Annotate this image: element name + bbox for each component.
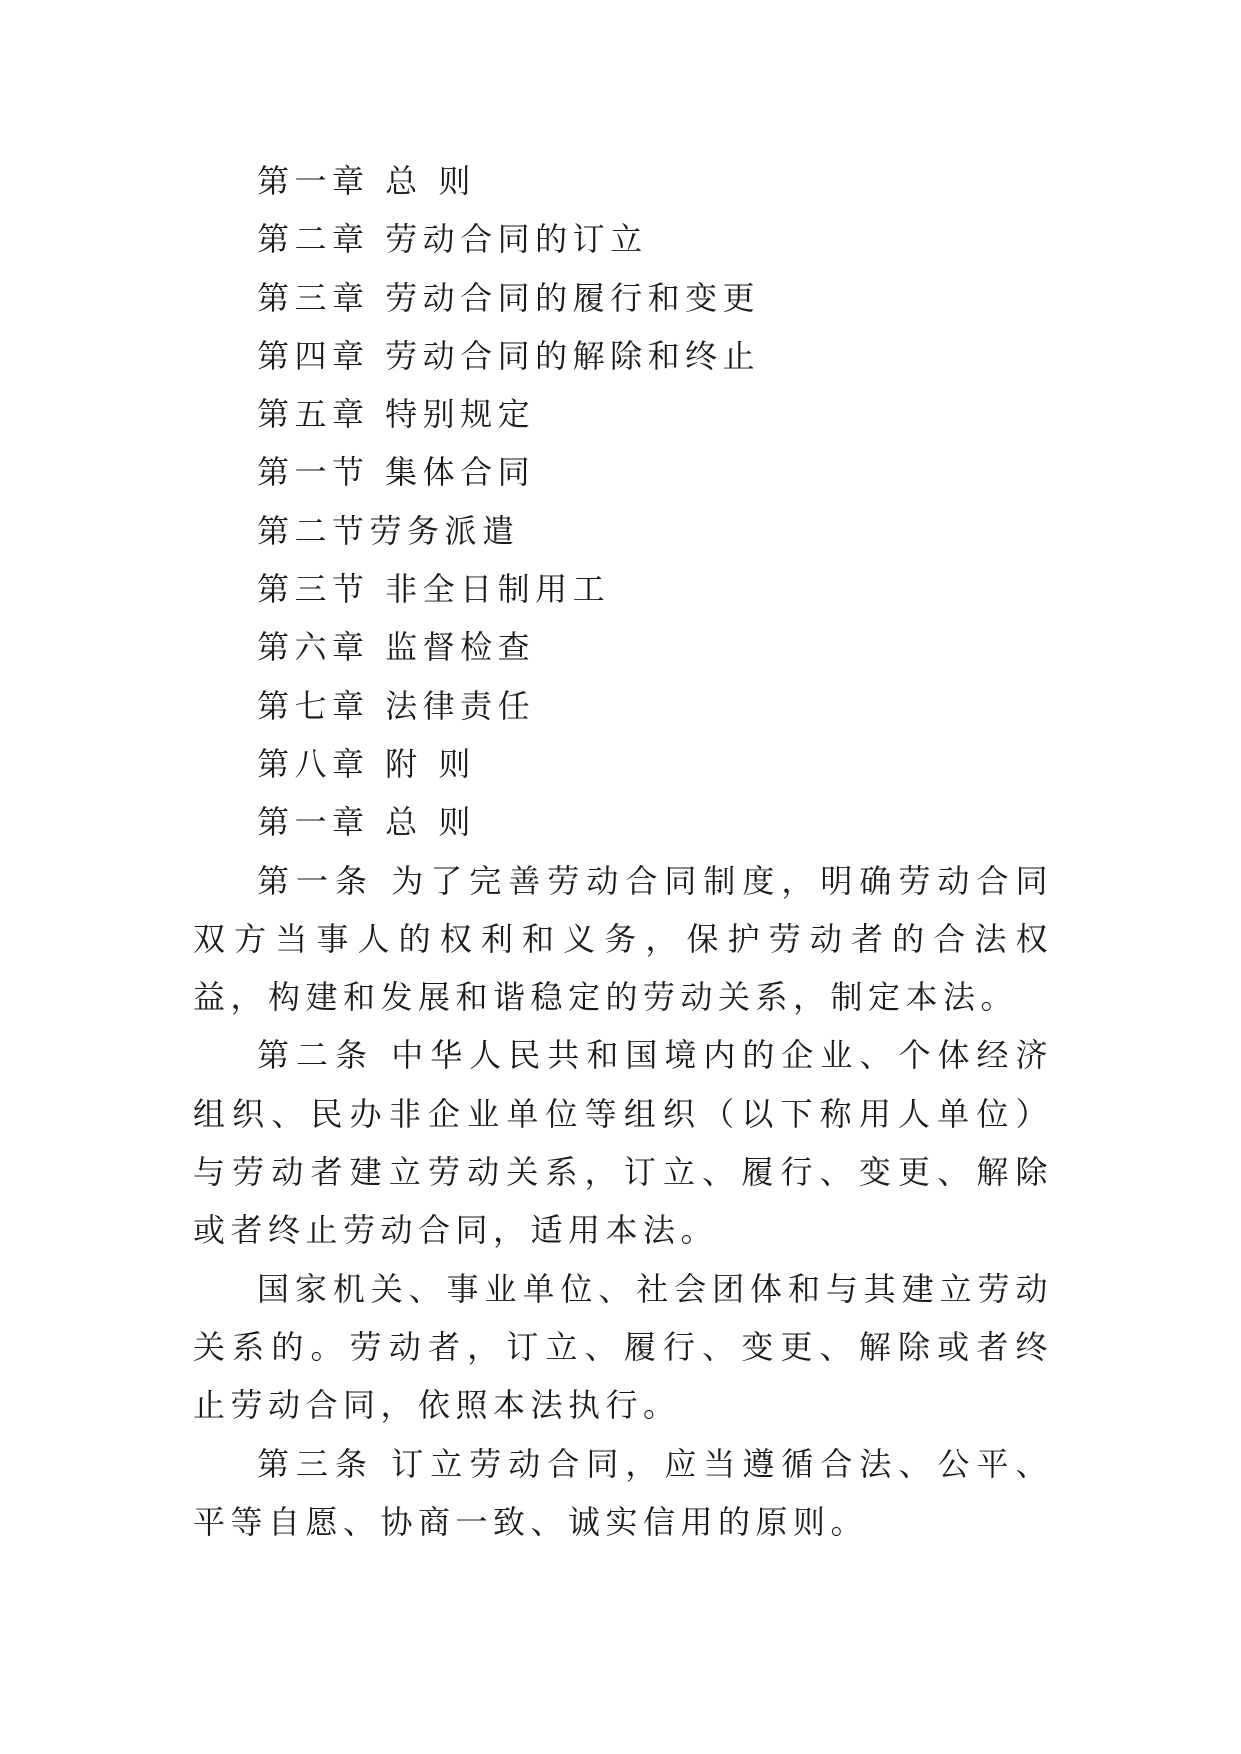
toc-entry: 第五章 特别规定: [257, 395, 536, 434]
toc-entry: 第八章 附 则: [257, 744, 476, 783]
toc-entry: 第一章 总 则: [257, 162, 476, 200]
toc-entry: 第二章 劳动合同的订立: [257, 220, 648, 259]
toc-entry: 第二节劳务派遣: [257, 511, 520, 550]
toc-entry: 第四章 劳动合同的解除和终止: [257, 336, 761, 375]
article-paragraph: 第二条 中华人民共和国境内的企业、个体经济组织、民办非企业单位等组织（以下称用人单位）与劳动者建立劳动关系，订立、履行、变更、解除或者终止劳动合同，适用本法。: [193, 1036, 1053, 1250]
toc-entry: 第六章 监督检查: [257, 628, 536, 667]
article-paragraph: 国家机关、事业单位、社会团体和与其建立劳动关系的。劳动者，订立、履行、变更、解除或者终止劳动合同，依照本法执行。: [193, 1269, 1053, 1425]
document-body: [193, 152, 1053, 1551]
chapter-heading: 第一章 总 则: [257, 803, 476, 842]
toc-entry: 第七章 法律责任: [257, 686, 536, 725]
toc-entry: 第三节 非全日制用工: [257, 570, 611, 609]
toc-entry: 第一节 集体合同: [257, 453, 536, 492]
article-paragraph: 第三条 订立劳动合同，应当遵循合法、公平、平等自愿、协商一致、诚实信用的原则。: [193, 1444, 1053, 1541]
toc-entry: 第三章 劳动合同的履行和变更: [257, 278, 761, 317]
article-paragraph: 第一条 为了完善劳动合同制度，明确劳动合同双方当事人的权利和义务，保护劳动者的合法权益，构建和发展和谐稳定的劳动关系，制定本法。: [193, 861, 1053, 1017]
